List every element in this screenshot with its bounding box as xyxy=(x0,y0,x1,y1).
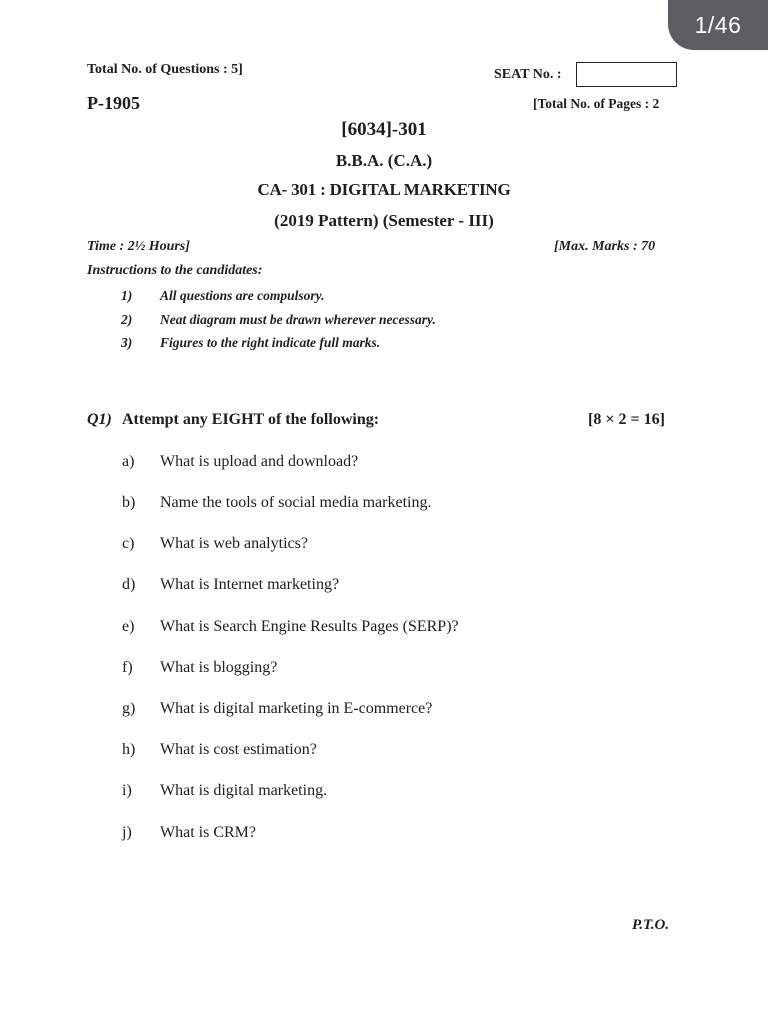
question-number: Q1) xyxy=(87,411,112,428)
instruction-text: Neat diagram must be drawn wherever necessary. xyxy=(160,312,436,327)
subquestion-text: What is digital marketing in E-commerce? xyxy=(160,700,433,717)
instruction-number: 2) xyxy=(121,312,133,327)
subquestion-letter: g) xyxy=(122,700,136,717)
max-marks: [Max. Marks : 70 xyxy=(554,239,656,254)
paper-code: P-1905 xyxy=(87,93,140,113)
subquestion-text: What is web analytics? xyxy=(160,535,308,552)
subquestion-text: What is Internet marketing? xyxy=(160,576,340,593)
question-marks: [8 × 2 = 16] xyxy=(588,411,665,428)
subquestion-letter: a) xyxy=(122,453,135,470)
instructions-heading: Instructions to the candidates: xyxy=(87,263,263,278)
subquestion-text: What is cost estimation? xyxy=(160,741,317,758)
please-turn-over: P.T.O. xyxy=(632,917,670,933)
instruction-number: 3) xyxy=(121,335,133,350)
subquestion-letter: e) xyxy=(122,618,135,635)
exam-pattern: (2019 Pattern) (Semester - III) xyxy=(274,211,494,230)
subquestion-letter: f) xyxy=(122,659,133,676)
subquestion-text: What is Search Engine Results Pages (SERP)? xyxy=(160,618,459,635)
subquestion-letter: c) xyxy=(122,535,135,552)
subquestion-letter: i) xyxy=(122,782,132,799)
subquestion-text: Name the tools of social media marketing. xyxy=(160,494,432,511)
instruction-text: Figures to the right indicate full marks. xyxy=(160,335,381,350)
subquestion-letter: b) xyxy=(122,494,136,511)
subquestion-text: What is digital marketing. xyxy=(160,782,328,799)
seat-number-box xyxy=(576,62,677,87)
page-indicator-badge: 1/46 xyxy=(668,0,768,50)
subquestion-text: What is upload and download? xyxy=(160,453,359,470)
subquestion-text: What is CRM? xyxy=(160,824,256,841)
instruction-text: All questions are compulsory. xyxy=(160,288,325,303)
subject-title: CA- 301 : DIGITAL MARKETING xyxy=(257,180,511,199)
subquestion-text: What is blogging? xyxy=(160,659,278,676)
subquestion-letter: h) xyxy=(122,741,136,758)
exam-time: Time : 2½ Hours] xyxy=(87,239,190,254)
subquestion-letter: j) xyxy=(122,824,132,841)
seat-number-label: SEAT No. : xyxy=(494,67,562,82)
question-title: Attempt any EIGHT of the following: xyxy=(122,411,380,428)
total-pages: [Total No. of Pages : 2 xyxy=(533,96,660,111)
exam-code: [6034]-301 xyxy=(341,119,427,140)
total-questions: Total No. of Questions : 5] xyxy=(87,62,243,77)
course-name: B.B.A. (C.A.) xyxy=(335,151,433,170)
subquestion-letter: d) xyxy=(122,576,136,593)
instruction-number: 1) xyxy=(121,288,133,303)
